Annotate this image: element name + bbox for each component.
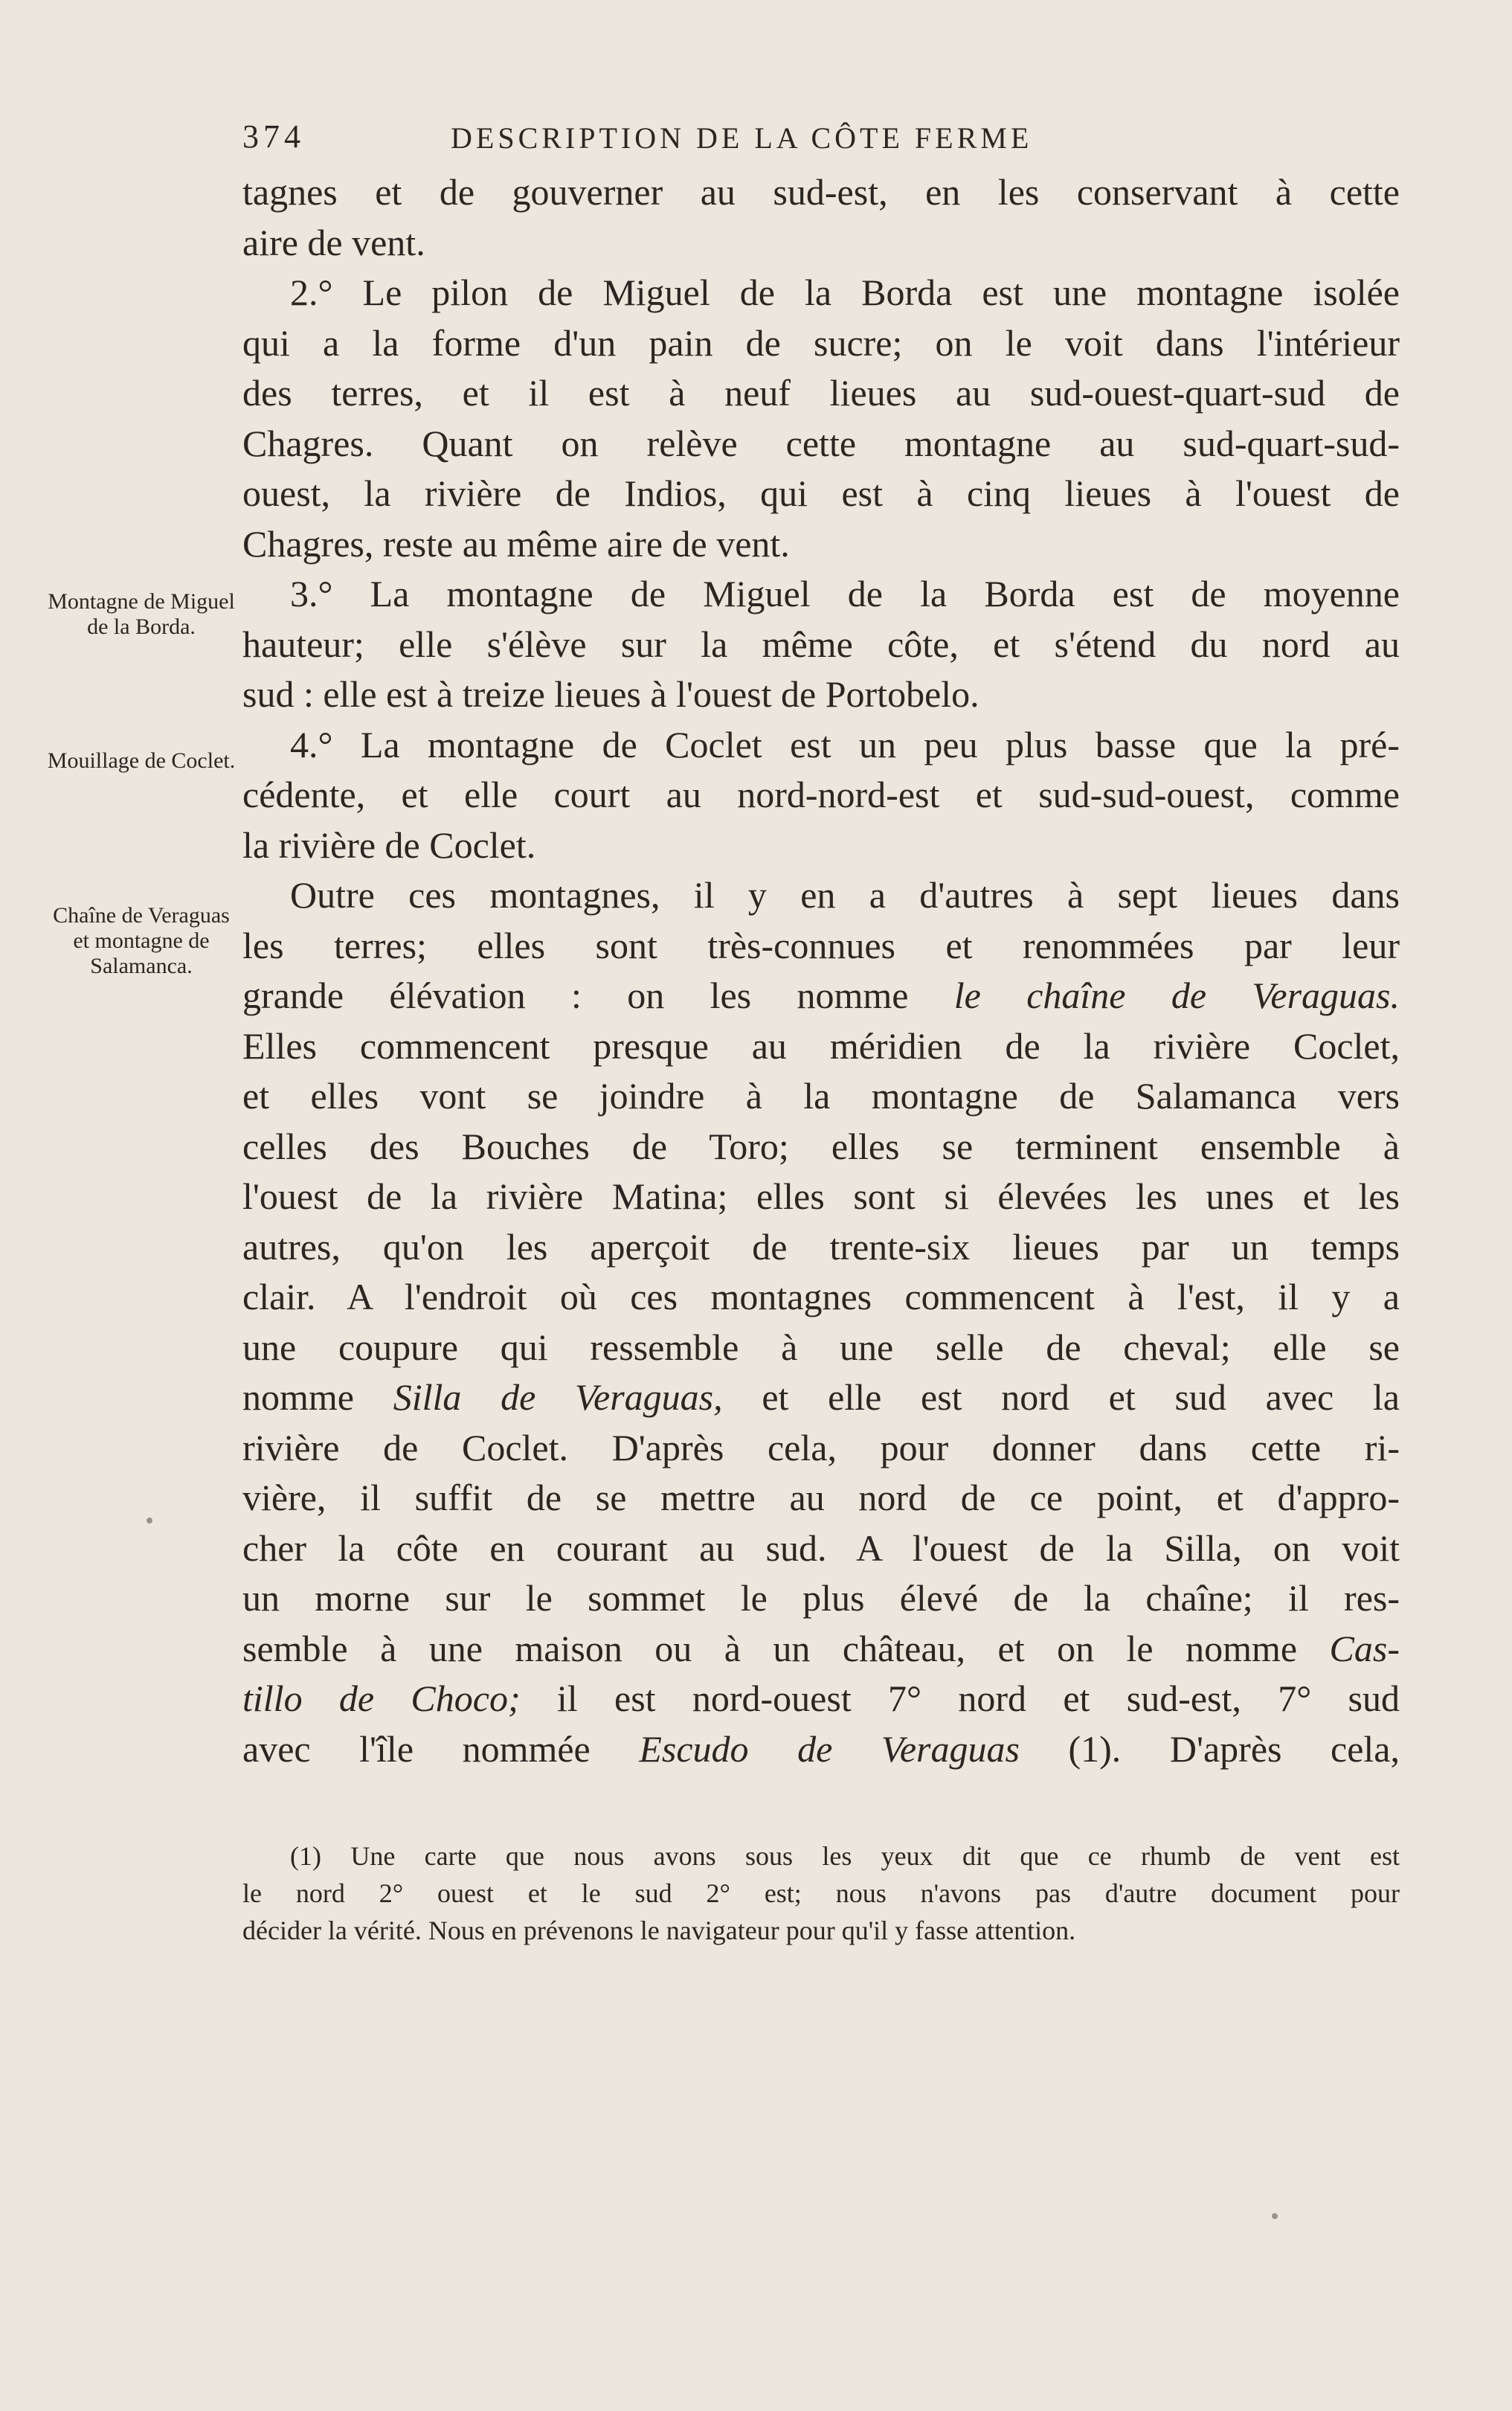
- running-title: DESCRIPTION DE LA CÔTE FERME: [451, 121, 1033, 155]
- italic-run: Silla de Veraguas,: [393, 1376, 723, 1418]
- sidenote-mouillage-coclet: Mouillage de Coclet.: [47, 748, 236, 773]
- text-line: la rivière de Coclet.: [242, 824, 536, 866]
- body-text: [242, 167, 1400, 1774]
- sidenote-chaine-veraguas: Chaîne de Veraguas et montagne de Salamanca.: [53, 903, 230, 978]
- text-line: clair. A l'endroit où ces montagnes commencent à l'est, il y a: [242, 1276, 1400, 1317]
- text-run: nomme: [242, 1376, 393, 1418]
- paper-speck: [1272, 2213, 1278, 2219]
- text-line: 2.° Le pilon de Miguel de la Borda est une montagne isolée: [290, 272, 1400, 313]
- page-header: [242, 118, 1403, 162]
- text-line: rivière de Coclet. D'après cela, pour donner dans cette ri-: [242, 1426, 1400, 1468]
- text-line: une coupure qui ressemble à une selle de cheval; elle se: [242, 1326, 1400, 1368]
- sidenote-miguel-de-la-borda: Montagne de Miguel de la Borda.: [48, 589, 235, 639]
- paper-speck: [147, 1518, 152, 1524]
- text-line: les terres; elles sont très-connues et renommées par leur: [242, 924, 1400, 966]
- text-line: qui a la forme d'un pain de sucre; on le voit dans l'intérieur: [242, 321, 1400, 364]
- text-line: hauteur; elle s'élève sur la même côte, et s'étend du nord au: [242, 623, 1400, 665]
- text-line: [242, 1724, 1400, 1775]
- footnote-line: (1) Une carte que nous avons sous les yeux dit que ce rhumb de vent est: [290, 1841, 1400, 1871]
- italic-run: tillo de Choco;: [242, 1678, 521, 1719]
- italic-run: Cas-: [1329, 1627, 1400, 1669]
- text-run: avec l'île nommée: [242, 1727, 640, 1770]
- text-line: aire de vent.: [242, 221, 425, 263]
- text-line: vière, il suffit de se mettre au nord de ce point, et d'appro-: [242, 1477, 1400, 1518]
- text-line: un morne sur le sommet le plus élevé de la chaîne; il res-: [242, 1577, 1400, 1619]
- text-line: [242, 1624, 1400, 1675]
- text-run: il est nord-ouest 7° nord et sud-est, 7° sud: [520, 1678, 1400, 1719]
- text-line: celles des Bouches de Toro; elles se terminent ensemble à: [242, 1125, 1400, 1167]
- text-line: et elles vont se joindre à la montagne de Salamanca vers: [242, 1075, 1400, 1117]
- text-line: cédente, et elle court au nord-nord-est et sud-sud-ouest, comme: [242, 774, 1400, 815]
- text-line: Outre ces montagnes, il y en a d'autres à sept lieues dans: [290, 874, 1400, 916]
- text-line: l'ouest de la rivière Matina; elles sont si élevées les unes et les: [242, 1175, 1400, 1217]
- text-line: [242, 1674, 1400, 1724]
- italic-run: le chaîne de Veraguas.: [953, 975, 1400, 1016]
- footnote-line: décider la vérité. Nous en prévenons le navigateur pour qu'il y fasse attention.: [242, 1916, 1076, 1945]
- text-line: sud : elle est à treize lieues à l'ouest de Portobelo.: [242, 673, 979, 715]
- text-line: [242, 1373, 1400, 1423]
- text-run: semble à une maison ou à un château, et on le nomme: [242, 1627, 1330, 1669]
- text-line: 4.° La montagne de Coclet est un peu plus basse que la pré-: [290, 723, 1400, 765]
- text-line: [242, 971, 1400, 1021]
- text-line: des terres, et il est à neuf lieues au sud-ouest-quart-sud de: [242, 372, 1400, 414]
- page-number: 374: [242, 118, 305, 155]
- text-line: ouest, la rivière de Indios, qui est à cinq lieues à l'ouest de: [242, 472, 1400, 514]
- footnote: [242, 1837, 1400, 1949]
- text-line: cher la côte en courant au sud. A l'ouest de la Silla, on voit: [242, 1526, 1400, 1569]
- footnote-line: le nord 2° ouest et le sud 2° est; nous n'avons pas d'autre document pour: [242, 1878, 1400, 1908]
- text-run: (1). D'après cela,: [1019, 1727, 1400, 1770]
- italic-run: Escudo de Veraguas: [639, 1727, 1020, 1770]
- text-line: tagnes et de gouverner au sud-est, en les conservant à cette: [242, 171, 1400, 213]
- text-line: Chagres. Quant on relève cette montagne au sud-quart-sud-: [242, 422, 1400, 464]
- text-run: grande élévation : on les nomme: [242, 975, 954, 1016]
- text-line: Chagres, reste au même aire de vent.: [242, 522, 790, 565]
- text-line: 3.° La montagne de Miguel de la Borda est de moyenne: [290, 573, 1400, 614]
- text-run: et elle est nord et sud avec la: [722, 1376, 1400, 1418]
- text-line: autres, qu'on les aperçoit de trente-six lieues par un temps: [242, 1225, 1400, 1268]
- text-line: Elles commencent presque au méridien de la rivière Coclet,: [242, 1024, 1400, 1067]
